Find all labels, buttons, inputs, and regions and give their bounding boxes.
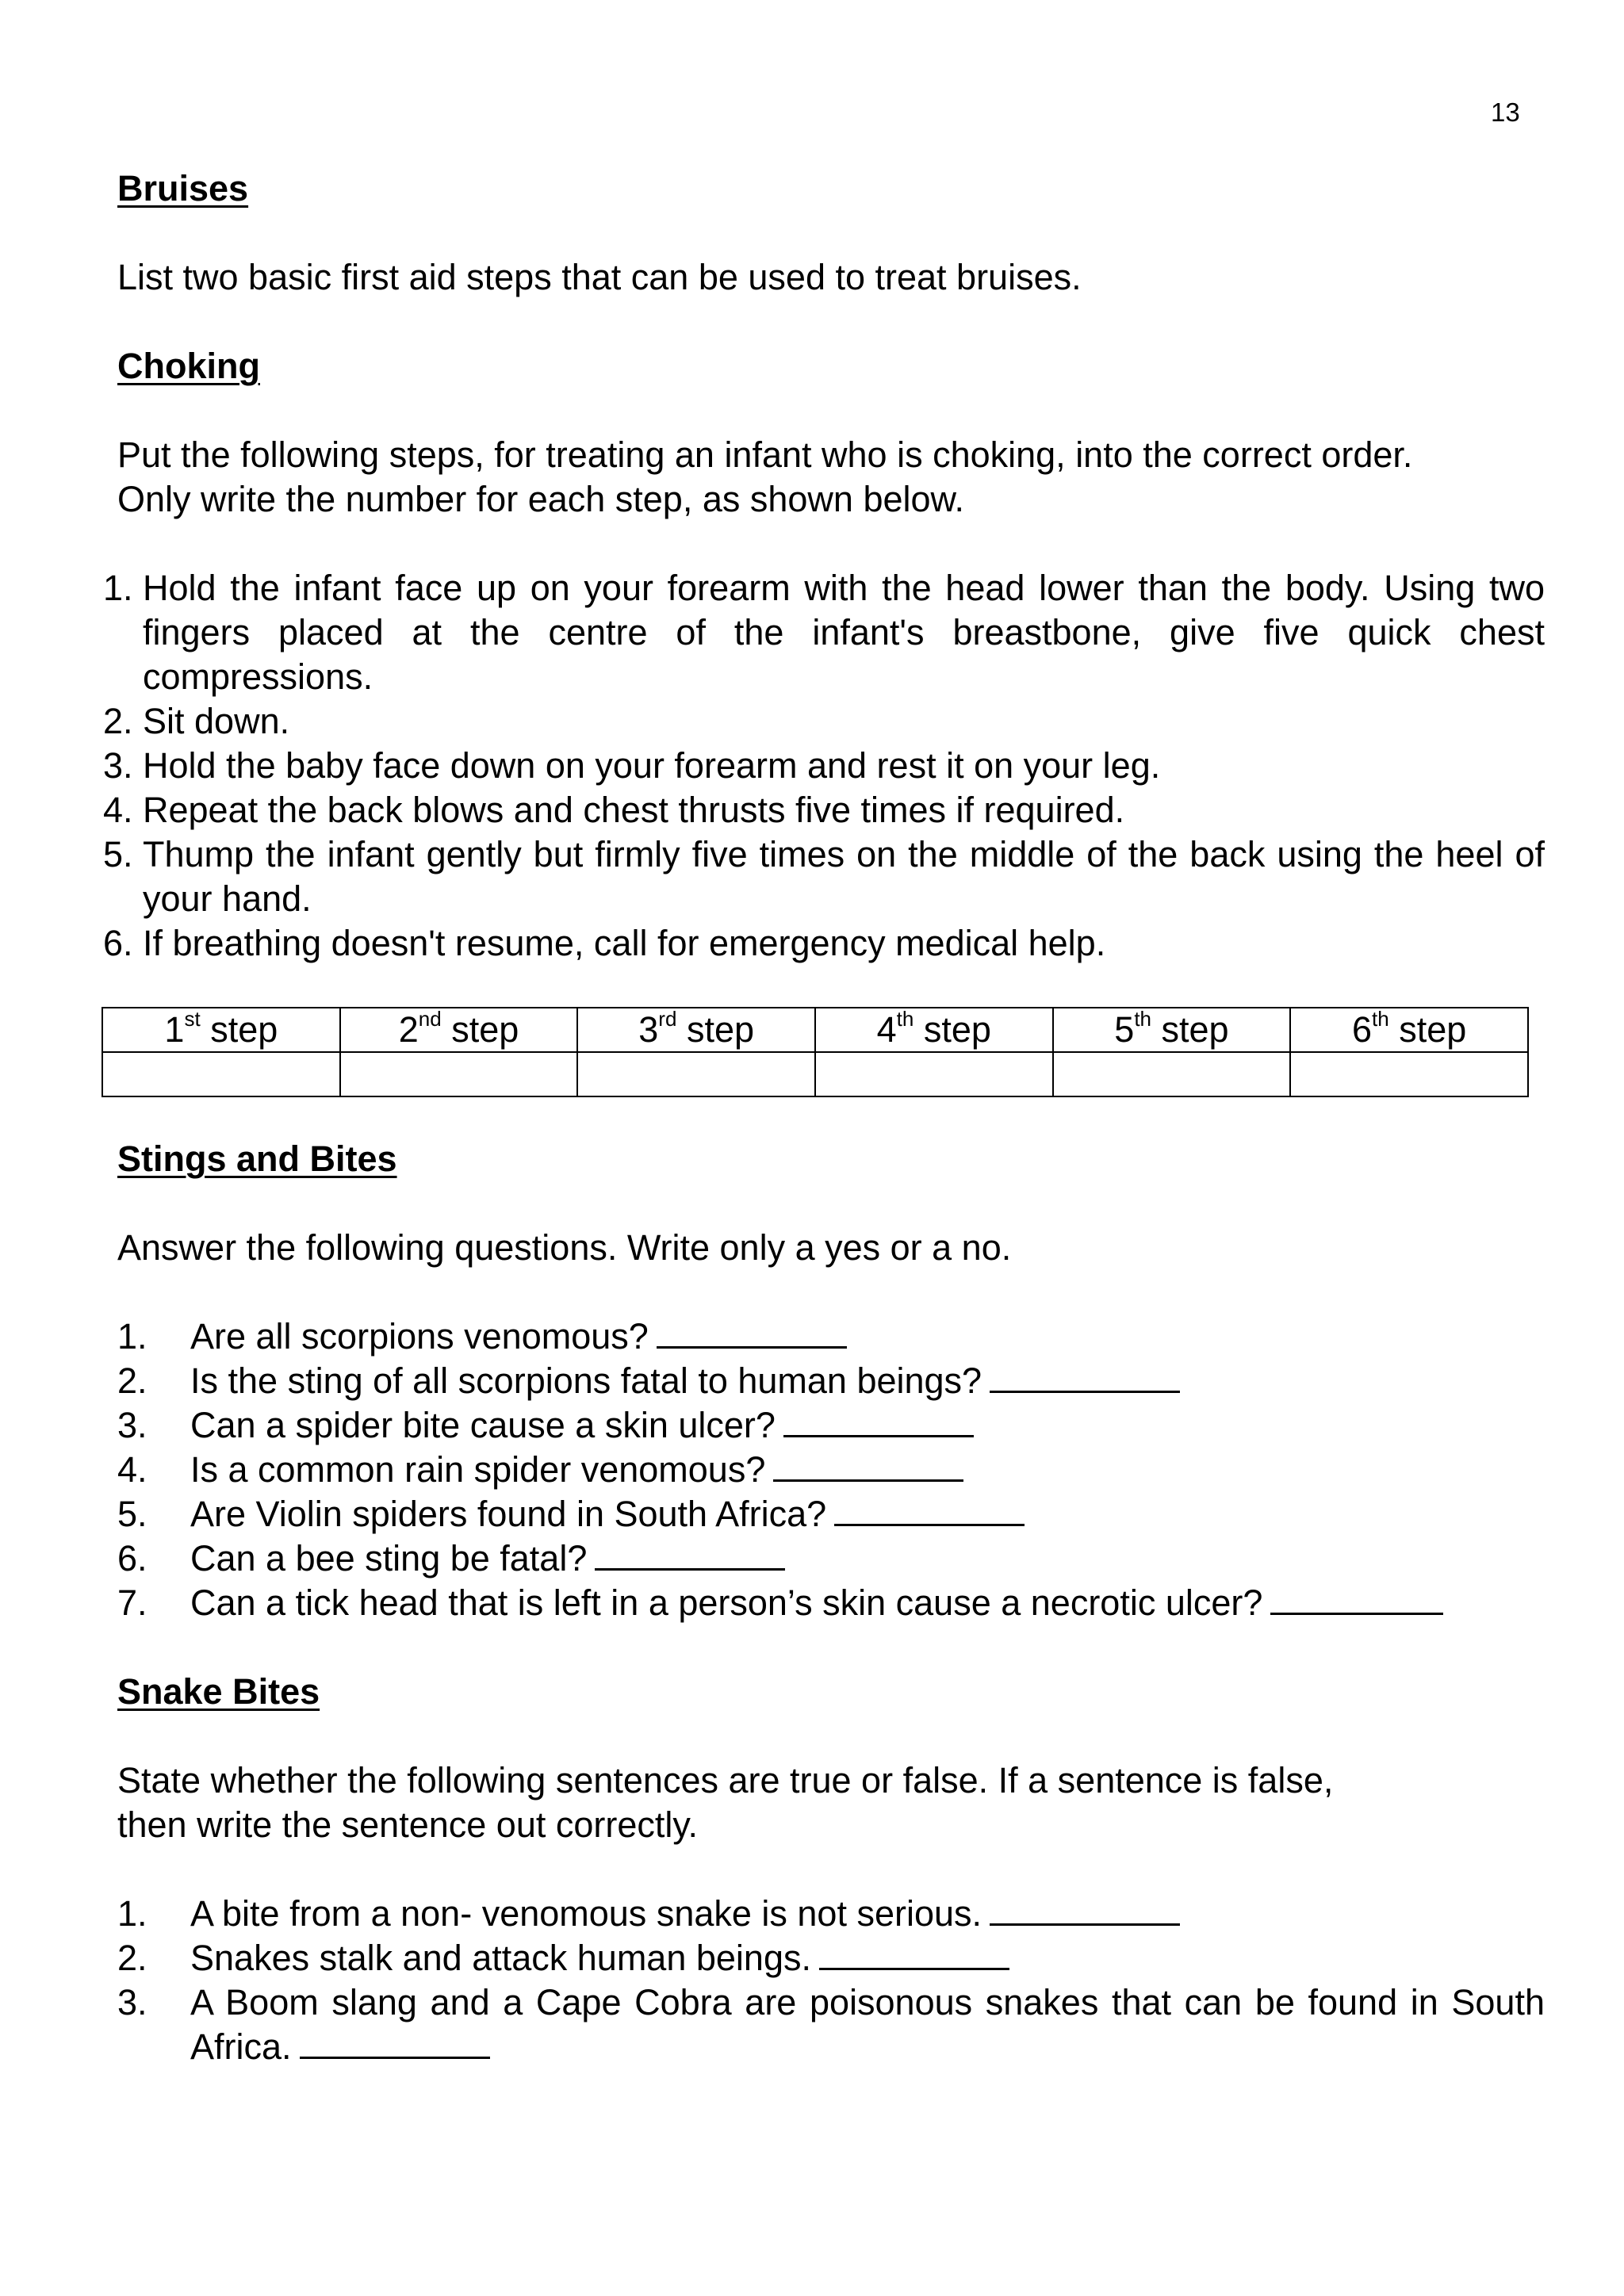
question-number: 4.: [117, 1449, 147, 1490]
step-number: 3.: [103, 745, 133, 786]
snakes-statements-list: [117, 1892, 1545, 2069]
list-item: [117, 1314, 1545, 1359]
answer-cell[interactable]: [102, 1052, 340, 1096]
answer-cell[interactable]: [1053, 1052, 1291, 1096]
statement-number: 2.: [117, 1938, 147, 1978]
answer-cell[interactable]: [577, 1052, 815, 1096]
answer-cell[interactable]: [815, 1052, 1053, 1096]
worksheet-content: [103, 166, 1545, 966]
list-item: [117, 1359, 1545, 1403]
answer-blank[interactable]: [990, 1892, 1180, 1926]
answer-blank[interactable]: [1270, 1581, 1443, 1615]
step-text: Hold the baby face down on your forearm and rest it on your leg.: [143, 745, 1161, 786]
list-item: [103, 788, 1545, 832]
snakes-prompt-line1: State whether the following sentences are true or false. If a sentence is false,: [117, 1760, 1334, 1800]
stings-questions-list: [117, 1314, 1545, 1625]
answer-cell[interactable]: [1290, 1052, 1528, 1096]
ordinal-suffix: st: [184, 1007, 201, 1031]
list-item: [117, 1892, 1545, 1936]
ordinal-suffix: th: [1372, 1007, 1389, 1031]
snakes-prompt-line2: then write the sentence out correctly.: [117, 1804, 699, 1845]
list-item: [117, 1492, 1545, 1536]
answer-blank[interactable]: [819, 1936, 1009, 1970]
statement-text: Snakes stalk and attack human beings.: [190, 1938, 811, 1978]
list-item: [117, 1448, 1545, 1492]
choking-intro-line1: Put the following steps, for treating an infant who is choking, into the correct order.: [117, 434, 1413, 475]
statement-number: 1.: [117, 1893, 147, 1934]
snakes-heading: Snake Bites: [117, 1671, 320, 1712]
header-word: step: [686, 1009, 754, 1050]
question-text: Is a common rain spider venomous?: [190, 1449, 766, 1490]
question-text: Are Violin spiders found in South Africa?: [190, 1494, 827, 1534]
answer-blank[interactable]: [834, 1492, 1025, 1526]
ordinal-suffix: th: [896, 1007, 914, 1031]
question-text: Can a spider bite cause a skin ulcer?: [190, 1405, 776, 1445]
question-number: 3.: [117, 1405, 147, 1445]
bruises-heading: Bruises: [117, 168, 249, 209]
choking-intro-line2: Only write the number for each step, as shown below.: [117, 479, 965, 519]
answer-blank[interactable]: [783, 1403, 974, 1437]
answer-blank[interactable]: [300, 2025, 490, 2059]
list-item: [117, 1581, 1545, 1625]
step-text: Hold the infant face up on your forearm with the head lower than the body. Using two fingers placed at the centre of the infant's breastbone, give five quick chest compressions.: [143, 568, 1545, 697]
step-number: 2.: [103, 701, 133, 741]
question-number: 5.: [117, 1494, 147, 1534]
statement-text: A bite from a non- venomous snake is not serious.: [190, 1893, 982, 1934]
question-text: Are all scorpions venomous?: [190, 1316, 649, 1357]
step-number: 4.: [103, 790, 133, 830]
header-word: step: [1161, 1009, 1229, 1050]
question-text: Is the sting of all scorpions fatal to human beings?: [190, 1360, 982, 1401]
ordinal-number: 3: [638, 1009, 659, 1050]
question-number: 6.: [117, 1538, 147, 1578]
question-number: 2.: [117, 1360, 147, 1401]
ordinal-number: 5: [1114, 1009, 1135, 1050]
ordinal-suffix: th: [1134, 1007, 1152, 1031]
step-text: Repeat the back blows and chest thrusts five times if required.: [143, 790, 1125, 830]
header-word: step: [923, 1009, 991, 1050]
table-header-cell: [102, 1008, 340, 1052]
list-item: [117, 1536, 1545, 1581]
list-item: [117, 1980, 1545, 2069]
list-item: [103, 566, 1545, 699]
worksheet-content-lower: [117, 1137, 1545, 2069]
statement-number: 3.: [117, 1982, 147, 2022]
question-text: Can a bee sting be fatal?: [190, 1538, 588, 1578]
ordinal-suffix: rd: [658, 1007, 677, 1031]
header-word: step: [1399, 1009, 1467, 1050]
ordinal-number: 4: [876, 1009, 897, 1050]
table-header-cell: [577, 1008, 815, 1052]
ordinal-number: 1: [164, 1009, 185, 1050]
step-number: 5.: [103, 834, 133, 874]
question-number: 7.: [117, 1582, 147, 1623]
question-number: 1.: [117, 1316, 147, 1357]
step-number: 6.: [103, 923, 133, 963]
header-word: step: [451, 1009, 519, 1050]
table-header-row: [102, 1008, 1528, 1052]
list-item: [103, 699, 1545, 744]
step-order-table: [102, 1007, 1529, 1097]
answer-blank[interactable]: [657, 1314, 847, 1349]
answer-blank[interactable]: [595, 1536, 785, 1571]
ordinal-number: 2: [398, 1009, 419, 1050]
answer-blank[interactable]: [990, 1359, 1180, 1393]
answer-cell[interactable]: [340, 1052, 578, 1096]
choking-heading: Choking: [117, 346, 260, 386]
stings-heading: Stings and Bites: [117, 1138, 397, 1179]
list-item: [103, 832, 1545, 921]
list-item: [117, 1403, 1545, 1448]
ordinal-number: 6: [1351, 1009, 1373, 1050]
page-number: 13: [1491, 98, 1520, 127]
header-word: step: [210, 1009, 278, 1050]
ordinal-suffix: nd: [418, 1007, 442, 1031]
list-item: [103, 921, 1545, 966]
list-item: [117, 1936, 1545, 1980]
table-header-cell: [815, 1008, 1053, 1052]
choking-steps-list: [103, 566, 1545, 966]
question-text: Can a tick head that is left in a person’s skin cause a necrotic ulcer?: [190, 1582, 1263, 1623]
list-item: [103, 744, 1545, 788]
stings-prompt: Answer the following questions. Write only a yes or a no.: [117, 1227, 1012, 1268]
step-text: Thump the infant gently but firmly five times on the middle of the back using the heel of your hand.: [143, 834, 1545, 919]
step-text: Sit down.: [143, 701, 290, 741]
bruises-prompt: List two basic first aid steps that can be used to treat bruises.: [117, 257, 1082, 297]
step-text: If breathing doesn't resume, call for emergency medical help.: [143, 923, 1106, 963]
table-answer-row: [102, 1052, 1528, 1096]
table-header-cell: [1053, 1008, 1291, 1052]
step-number: 1.: [103, 568, 133, 608]
statement-text: A Boom slang and a Cape Cobra are poisonous snakes that can be found in South Africa.: [190, 1982, 1545, 2067]
answer-blank[interactable]: [773, 1448, 963, 1482]
table-header-cell: [1290, 1008, 1528, 1052]
table-header-cell: [340, 1008, 578, 1052]
